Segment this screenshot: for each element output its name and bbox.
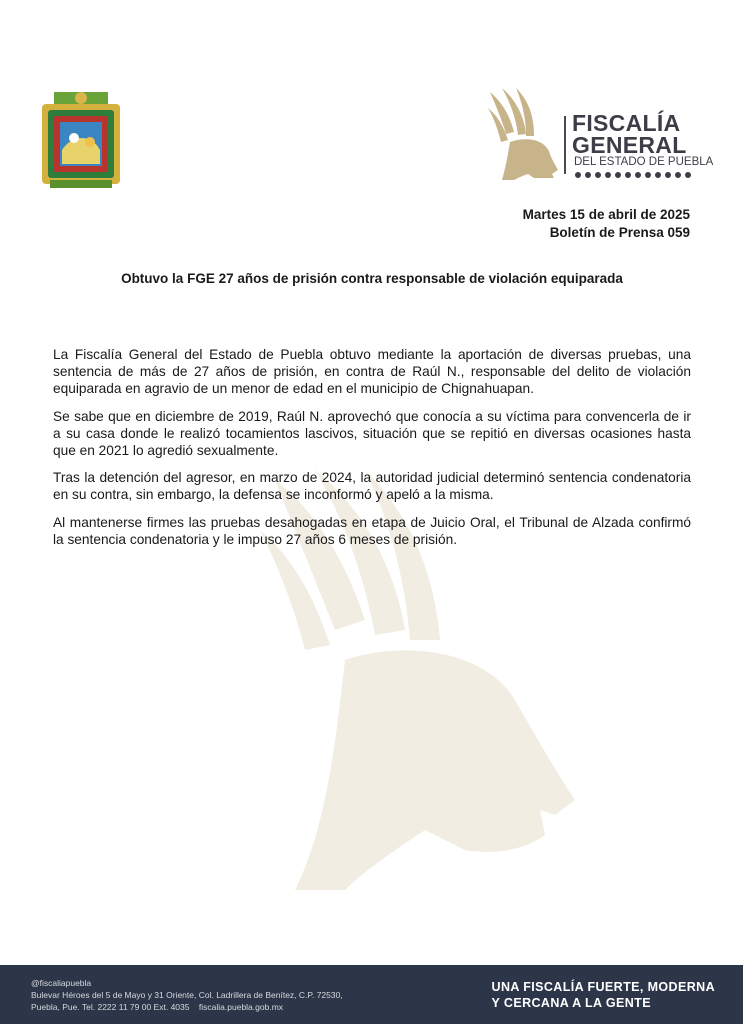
decorative-pattern-icon — [574, 171, 698, 179]
footer-slogan: UNA FISCALÍA FUERTE, MODERNA Y CERCANA A LA GENTE — [491, 980, 715, 1010]
footer-address: Bulevar Héroes del 5 de Mayo y 31 Oriente, Col. Ladrillera de Benítez, C.P. 72530, — [31, 990, 343, 1000]
bulletin-number: Boletín de Prensa 059 — [549, 225, 690, 240]
bulletin-date: Martes 15 de abril de 2025 — [522, 207, 690, 222]
paragraph: Al mantenerse firmes las pruebas desahogadas en etapa de Juicio Oral, el Tribunal de Alzada confirmó la sentencia condenatoria y le impuso 27 años 6 meses de prisión. — [53, 514, 691, 547]
footer-contact — [31, 977, 343, 1013]
agency-name: FISCALÍA GENERAL — [572, 110, 687, 158]
paragraph: La Fiscalía General del Estado de Puebla obtuvo mediante la aportación de diversas pruebas, una sentencia de más de 27 años de prisión, en contra de Raúl N., responsable del delito de violación equiparada en agravio de un menor de edad en el municipio de Chignahuapan. — [53, 347, 691, 397]
paragraph: Se sabe que en diciembre de 2019, Raúl N. aprovechó que conocía a su víctima para convencerla de ir a su casa donde le realizó tocamientos lascivos, situación que se repitió en diversas ocasiones hasta que en 2021 lo agredió sexualmente. — [53, 408, 691, 459]
fge-logo — [488, 88, 718, 180]
logo-divider — [564, 116, 566, 174]
footer — [0, 965, 743, 1024]
paragraph: Tras la detención del agresor, en marzo de 2024, la autoridad judicial determinó sentencia condenatoria en su contra, sin embargo, la defensa se inconformó y apeló a la misma. — [53, 470, 691, 503]
bulletin-meta — [523, 206, 690, 242]
article-body — [53, 346, 691, 558]
coat-of-arms-icon — [40, 90, 122, 190]
fge-head-icon — [488, 88, 558, 180]
agency-subtitle: DEL ESTADO DE PUEBLA — [574, 156, 714, 168]
headline: Obtuvo la FGE 27 años de prisión contra responsable de violación equiparada — [121, 271, 623, 286]
social-handle: @fiscaliapuebla — [31, 978, 92, 988]
footer-phone-web: Puebla, Pue. Tel. 2222 11 79 00 Ext. 4035 fiscalia.puebla.gob.mx — [31, 1002, 284, 1012]
